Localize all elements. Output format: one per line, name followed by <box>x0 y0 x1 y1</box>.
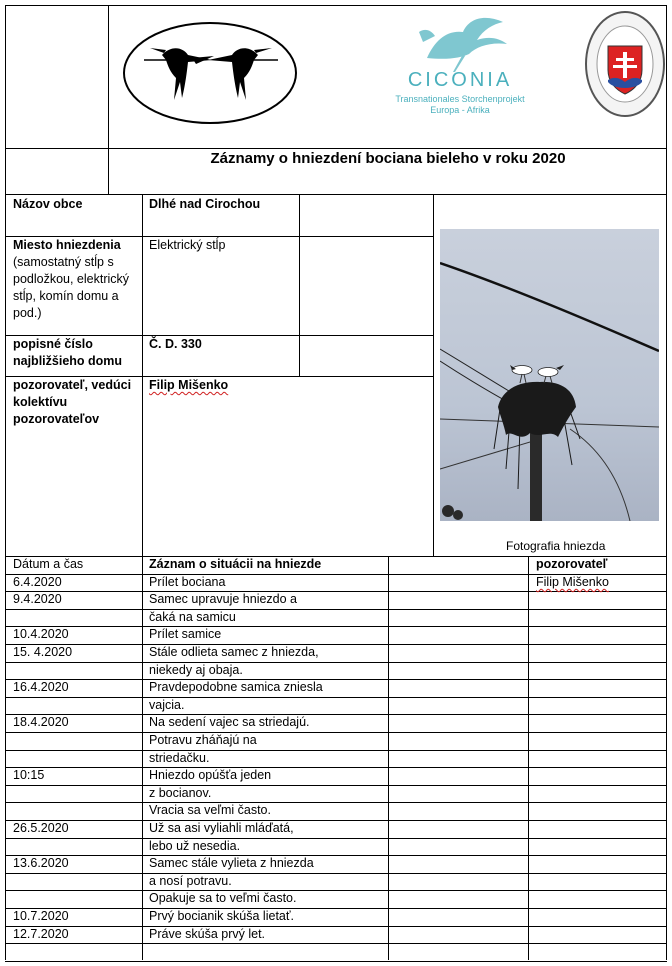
row-date: 6.4.2020 <box>13 575 62 589</box>
table-row <box>0 662 672 680</box>
row-record: niekedy aj obaja. <box>149 663 243 677</box>
row-record: a nosí potravu. <box>149 874 232 888</box>
border-line <box>299 194 300 376</box>
border-line <box>5 961 667 962</box>
row-record: z bocianov. <box>149 786 212 800</box>
table-row <box>0 732 672 750</box>
row-date: 15. 4.2020 <box>13 645 73 659</box>
row-date: 18.4.2020 <box>13 715 69 729</box>
ciconia-subtitle: Transnationales Storchenprojekt <box>395 94 525 104</box>
row-record: vajcia. <box>149 698 185 712</box>
header-record: Záznam o situácii na hniezde <box>149 557 322 571</box>
row-record: Prvý bocianik skúša lietať. <box>149 909 295 923</box>
row-record: lebo už nesedia. <box>149 839 241 853</box>
ciconia-title: CICONIA <box>407 69 513 91</box>
label-obec: Názov obce <box>13 197 83 211</box>
ciconia-subtitle-2: Europa - Afrika <box>430 105 490 115</box>
row-record: Potravu zháňajú na <box>149 733 257 747</box>
value-miesto: Elektrický stĺp <box>149 238 226 252</box>
table-row <box>0 644 672 662</box>
row-date: 12.7.2020 <box>13 927 69 941</box>
nest-photo <box>440 229 659 521</box>
row-record: Prílet bociana <box>149 575 226 589</box>
border-line <box>5 5 667 6</box>
table-row <box>0 679 672 697</box>
row-record: Práve skúša prvý let. <box>149 927 266 941</box>
table-row <box>0 785 672 803</box>
table-row <box>0 802 672 820</box>
observer-name: Filip Mišenko <box>149 378 229 392</box>
row-record: Samec stále vylieta z hniezda <box>149 856 314 870</box>
row-record: Samec upravuje hniezdo a <box>149 592 298 606</box>
state-nature-seal <box>584 10 666 118</box>
row-record: Už sa asi vyliahli mláďatá, <box>149 821 294 835</box>
row-date: 10:15 <box>13 768 45 782</box>
value-pozorovatel <box>149 377 228 394</box>
row-date: 26.5.2020 <box>13 821 69 835</box>
photo-caption: Fotografia hniezda <box>506 539 606 553</box>
page-title: Záznamy o hniezdení bociana bieleho v roku 2020 <box>210 150 566 167</box>
table-row <box>0 855 672 873</box>
value-obec: Dlhé nad Cirochou <box>149 197 261 211</box>
table-row <box>0 838 672 856</box>
row-date: 9.4.2020 <box>13 592 62 606</box>
header-date: Dátum a čas <box>13 557 84 571</box>
table-row <box>0 873 672 891</box>
label-pozorovatel: pozorovateľ, vedúci kolektívu pozorovateľov <box>13 378 132 426</box>
note-miesto: (samostatný stĺp s podložkou, elektrický stĺp, komín domu a pod.) <box>13 255 130 320</box>
row-date: 16.4.2020 <box>13 680 69 694</box>
table-row <box>0 943 672 961</box>
row-record: Prílet samice <box>149 627 222 641</box>
label-cislo: popisné číslo najbližšieho domu <box>13 337 123 368</box>
row-date: 10.7.2020 <box>13 909 69 923</box>
row-record: Vracia sa veľmi často. <box>149 803 271 817</box>
header-observer: pozorovateľ <box>536 557 608 571</box>
table-row <box>0 750 672 768</box>
table-row <box>0 714 672 732</box>
table-row <box>0 591 672 609</box>
table-row <box>0 697 672 715</box>
row-date: 10.4.2020 <box>13 627 69 641</box>
table-row <box>0 890 672 908</box>
row-date: 13.6.2020 <box>13 856 69 870</box>
ciconia-stork-icon <box>365 10 555 72</box>
border-line <box>433 194 434 556</box>
value-cislo: Č. D. 330 <box>149 337 202 351</box>
row-record: Hniezdo opúšťa jeden <box>149 768 272 782</box>
row-record: striedačku. <box>149 751 210 765</box>
ciconia-logo <box>365 10 555 118</box>
row-record: Pravdepodobne samica zniesla <box>149 680 323 694</box>
border-line <box>5 194 667 195</box>
table-row <box>0 626 672 644</box>
row-record: Stále odlieta samec z hniezda, <box>149 645 319 659</box>
table-row <box>0 574 672 592</box>
table-row <box>0 926 672 944</box>
row-observer <box>536 574 609 591</box>
border-line <box>5 148 667 149</box>
table-row <box>0 609 672 627</box>
table-row <box>0 820 672 838</box>
row-record: Opakuje sa to veľmi často. <box>149 891 297 905</box>
storks-logo <box>122 20 298 126</box>
row-record: Na sedení vajec sa striedajú. <box>149 715 310 729</box>
border-line <box>108 5 109 194</box>
label-miesto: Miesto hniezdenia <box>13 238 121 252</box>
table-row <box>0 908 672 926</box>
row-record: čaká na samicu <box>149 610 236 624</box>
observer-name: Filip Mišenko <box>536 575 609 589</box>
table-row <box>0 767 672 785</box>
